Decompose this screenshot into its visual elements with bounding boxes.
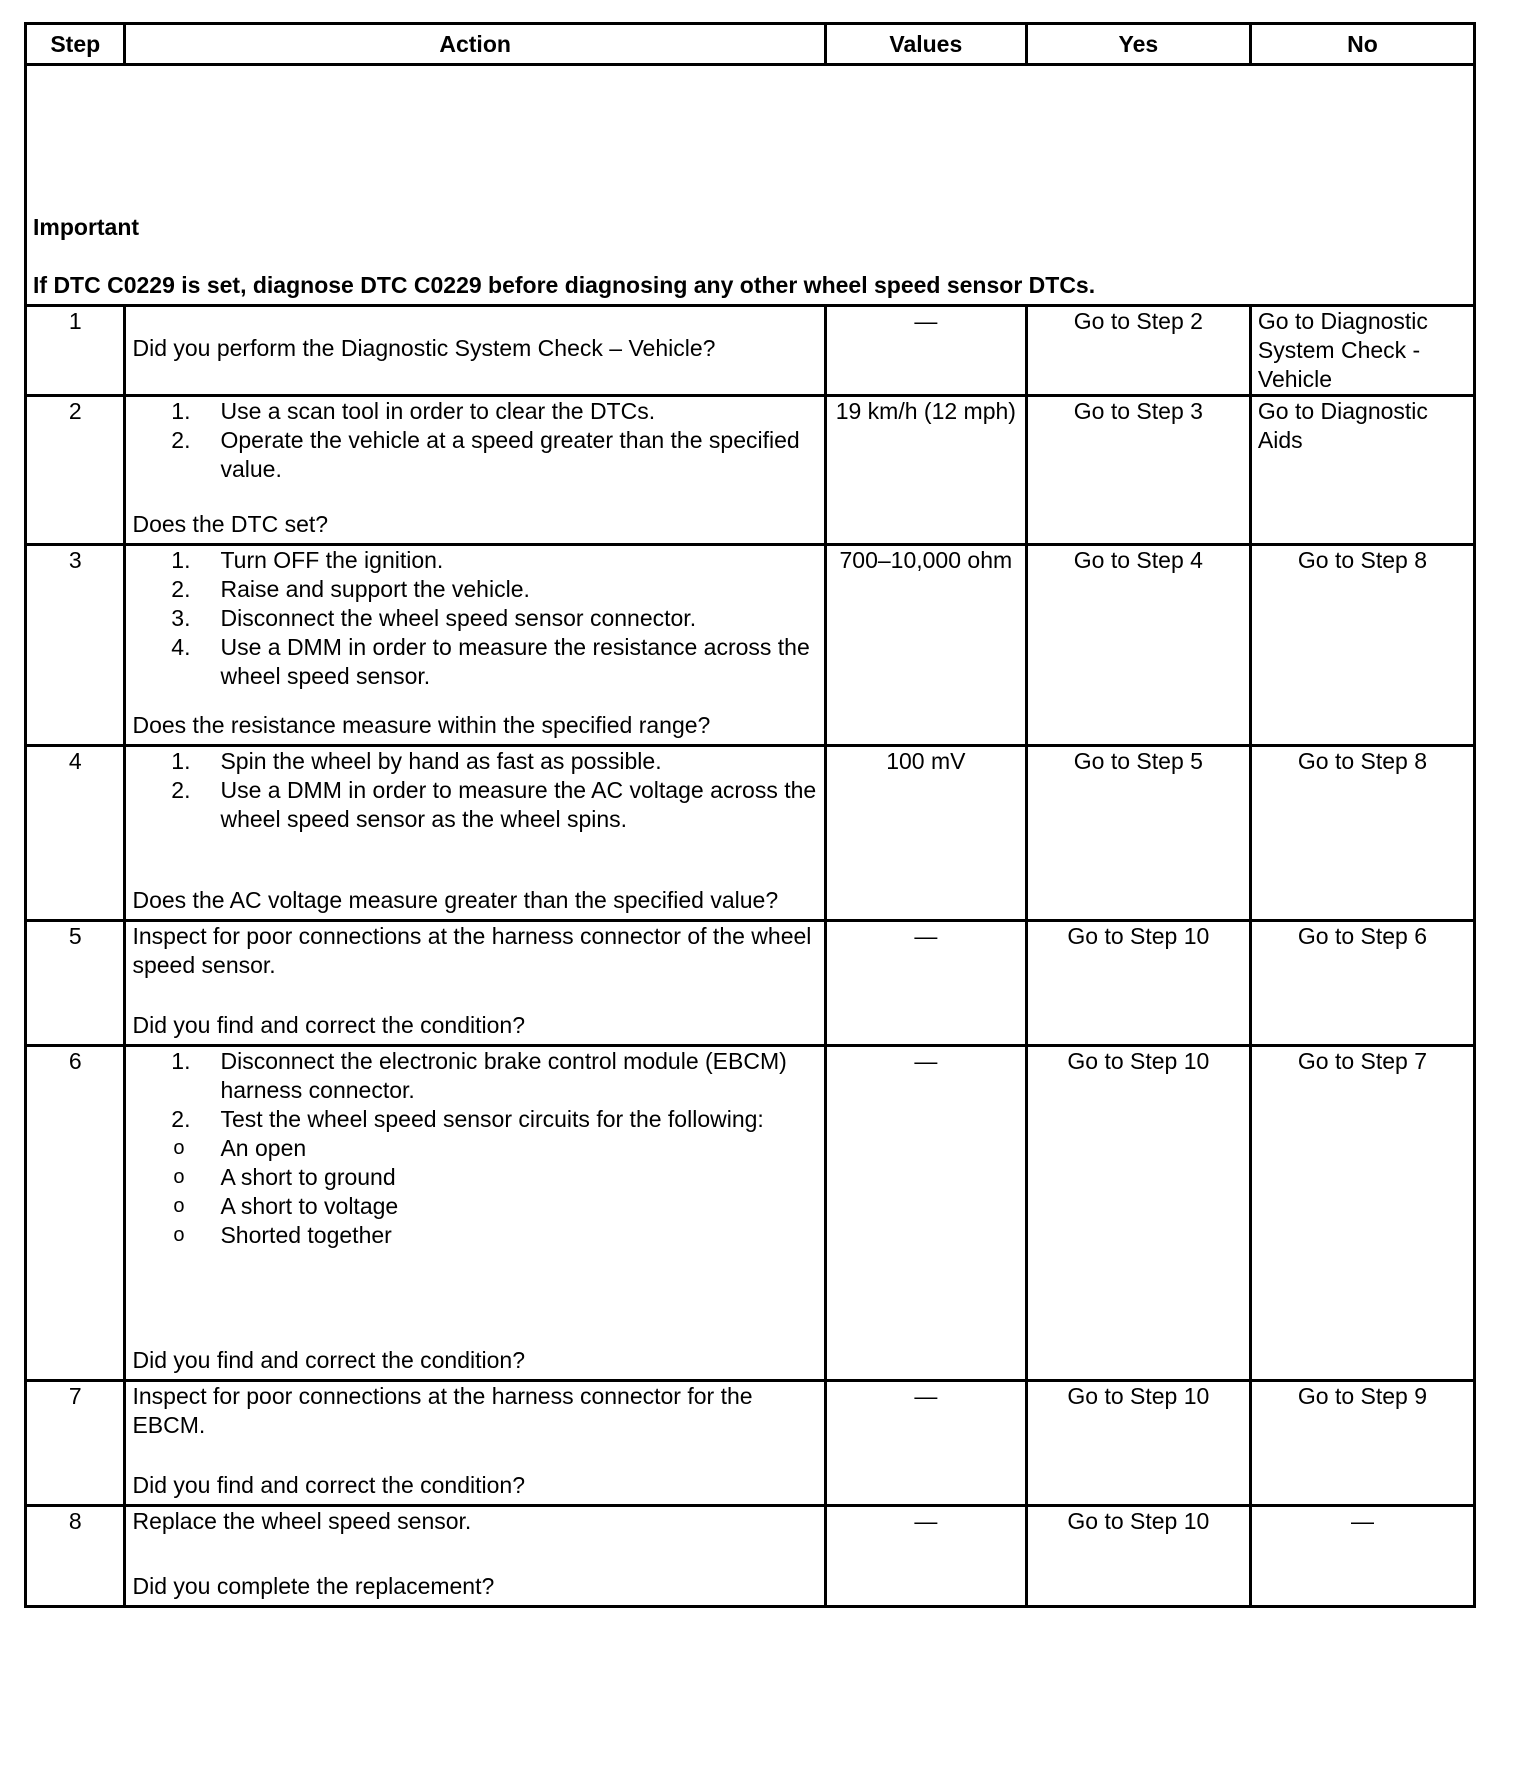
- no-result: Go to Step 8: [1250, 545, 1474, 746]
- action-cell: [125, 396, 825, 545]
- spec-value: —: [825, 1506, 1026, 1607]
- list-item-number: 2.: [171, 576, 191, 602]
- list-item-number: 2.: [171, 1106, 191, 1132]
- action-cell: [125, 921, 825, 1046]
- sub-list-item: [132, 1134, 817, 1163]
- yes-result: Go to Step 3: [1026, 396, 1250, 545]
- list-item: [132, 604, 817, 633]
- spec-value: —: [825, 1046, 1026, 1381]
- header-action: Action: [125, 24, 825, 65]
- action-question: Did you complete the replacement?: [132, 1573, 495, 1599]
- list-item-text: Operate the vehicle at a speed greater than the specified value.: [220, 427, 800, 482]
- action-question: Does the resistance measure within the specified range?: [132, 712, 711, 738]
- list-item: [132, 575, 817, 604]
- step-number: 3: [26, 545, 125, 746]
- list-item-number: 2.: [171, 427, 191, 453]
- yes-result: Go to Step 10: [1026, 1506, 1250, 1607]
- list-item-text: Use a scan tool in order to clear the DTCs.: [220, 398, 656, 424]
- list-item-text: Raise and support the vehicle.: [220, 576, 530, 602]
- no-result: Go to Diagnostic System Check - Vehicle: [1250, 306, 1474, 396]
- sub-list-item: [132, 1221, 817, 1250]
- list-item-text: Test the wheel speed sensor circuits for the following:: [220, 1106, 764, 1132]
- spec-value: —: [825, 921, 1026, 1046]
- action-cell: [125, 1046, 825, 1381]
- header-row: [26, 24, 1475, 65]
- list-item-text: Spin the wheel by hand as fast as possible.: [220, 748, 662, 774]
- sub-list-item: [132, 1163, 817, 1192]
- important-note: [26, 65, 1475, 306]
- action-question: Did you find and correct the condition?: [132, 1347, 525, 1373]
- sub-list-item-text: An open: [220, 1135, 307, 1161]
- list-item-text: Disconnect the electronic brake control module (EBCM) harness connector.: [220, 1048, 787, 1103]
- table-row: [26, 545, 1475, 746]
- list-item-number: 4.: [171, 634, 191, 660]
- action-instruction: Inspect for poor connections at the harness connector for the EBCM.: [132, 1383, 753, 1438]
- table-row: [26, 1046, 1475, 1381]
- step-number: 7: [26, 1381, 125, 1506]
- bullet-icon: o: [173, 1137, 185, 1159]
- step-number: 2: [26, 396, 125, 545]
- action-instruction: Replace the wheel speed sensor.: [132, 1508, 472, 1534]
- header-step: Step: [26, 24, 125, 65]
- list-item-number: 2.: [171, 777, 191, 803]
- action-cell: [125, 1506, 825, 1607]
- header-yes: Yes: [1026, 24, 1250, 65]
- sub-list-item-text: A short to voltage: [220, 1193, 399, 1219]
- no-result: Go to Step 8: [1250, 746, 1474, 921]
- list-item: [132, 633, 817, 691]
- table-row: [26, 1381, 1475, 1506]
- sub-list-item-text: Shorted together: [220, 1222, 392, 1248]
- list-item: [132, 1105, 817, 1250]
- diagnostic-table: [24, 22, 1476, 1608]
- no-result: Go to Step 9: [1250, 1381, 1474, 1506]
- no-result: Go to Step 6: [1250, 921, 1474, 1046]
- action-question: Did you find and correct the condition?: [132, 1472, 525, 1498]
- header-values: Values: [825, 24, 1026, 65]
- list-item: [132, 397, 817, 426]
- sub-list-item-text: A short to ground: [220, 1164, 396, 1190]
- list-item: [132, 426, 817, 484]
- yes-result: Go to Step 4: [1026, 545, 1250, 746]
- list-item-number: 1.: [171, 547, 191, 573]
- list-item-text: Turn OFF the ignition.: [220, 547, 444, 573]
- spec-value: —: [825, 1381, 1026, 1506]
- action-cell: [125, 306, 825, 396]
- bullet-icon: o: [173, 1166, 185, 1188]
- spec-value: —: [825, 306, 1026, 396]
- list-item-number: 1.: [171, 748, 191, 774]
- yes-result: Go to Step 5: [1026, 746, 1250, 921]
- important-row: [26, 65, 1475, 306]
- yes-result: Go to Step 10: [1026, 1381, 1250, 1506]
- table-row: [26, 921, 1475, 1046]
- no-result: Go to Diagnostic Aids: [1250, 396, 1474, 545]
- bullet-icon: o: [173, 1195, 185, 1217]
- list-item-text: Disconnect the wheel speed sensor connector.: [220, 605, 697, 631]
- list-item: [132, 1047, 817, 1105]
- table-row: [26, 1506, 1475, 1607]
- important-text: If DTC C0229 is set, diagnose DTC C0229 before diagnosing any other wheel speed sensor DTCs.: [33, 272, 1096, 298]
- action-cell: [125, 545, 825, 746]
- action-cell: [125, 1381, 825, 1506]
- list-item: [132, 546, 817, 575]
- no-result: —: [1250, 1506, 1474, 1607]
- list-item-number: 3.: [171, 605, 191, 631]
- yes-result: Go to Step 2: [1026, 306, 1250, 396]
- action-question: Does the DTC set?: [132, 511, 329, 537]
- step-number: 1: [26, 306, 125, 396]
- spec-value: 19 km/h (12 mph): [825, 396, 1026, 545]
- spec-value: 700–10,000 ohm: [825, 545, 1026, 746]
- action-question: Did you perform the Diagnostic System Check – Vehicle?: [132, 334, 716, 361]
- action-question: Did you find and correct the condition?: [132, 1012, 525, 1038]
- no-result: Go to Step 7: [1250, 1046, 1474, 1381]
- step-number: 5: [26, 921, 125, 1046]
- step-number: 6: [26, 1046, 125, 1381]
- step-number: 8: [26, 1506, 125, 1607]
- step-number: 4: [26, 746, 125, 921]
- list-item: [132, 747, 817, 776]
- table-row: [26, 396, 1475, 545]
- list-item-text: Use a DMM in order to measure the AC voltage across the wheel speed sensor as the wheel spins.: [220, 777, 817, 832]
- bullet-icon: o: [173, 1224, 185, 1246]
- table-row: [26, 746, 1475, 921]
- list-item: [132, 776, 817, 834]
- table-row: [26, 306, 1475, 396]
- action-question: Does the AC voltage measure greater than the specified value?: [132, 887, 779, 913]
- list-item-text: Use a DMM in order to measure the resistance across the wheel speed sensor.: [220, 634, 810, 689]
- spec-value: 100 mV: [825, 746, 1026, 921]
- sub-list-item: [132, 1192, 817, 1221]
- list-item-number: 1.: [171, 398, 191, 424]
- yes-result: Go to Step 10: [1026, 921, 1250, 1046]
- action-instruction: Inspect for poor connections at the harness connector of the wheel speed sensor.: [132, 923, 812, 978]
- list-item-number: 1.: [171, 1048, 191, 1074]
- action-cell: [125, 746, 825, 921]
- yes-result: Go to Step 10: [1026, 1046, 1250, 1381]
- important-title: Important: [33, 214, 140, 240]
- header-no: No: [1250, 24, 1474, 65]
